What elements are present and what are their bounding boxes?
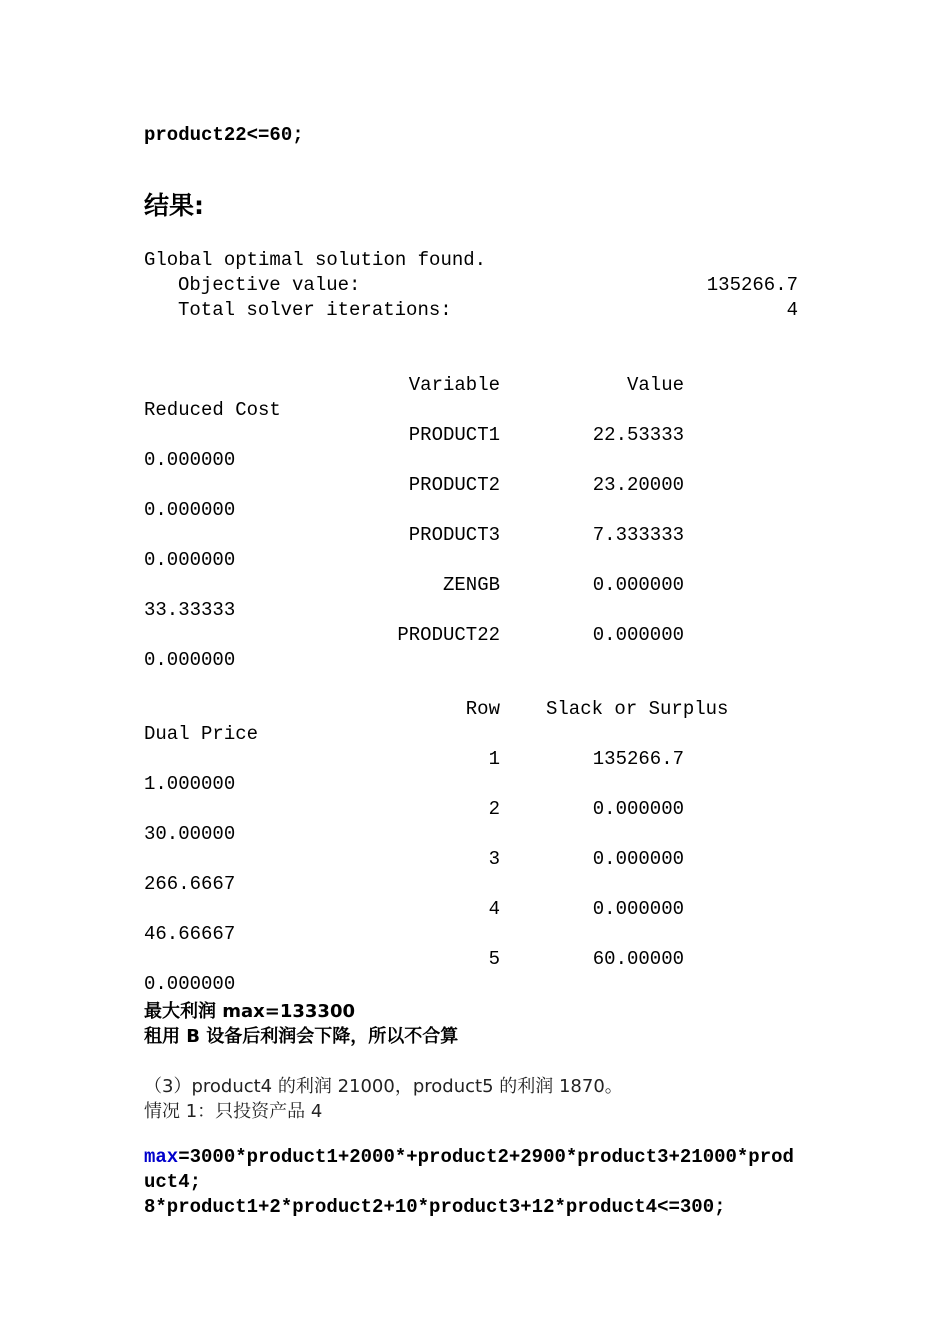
variable-reduced-cost: 0.000000 (144, 649, 236, 671)
variable-name: ZENGB (442, 574, 500, 596)
row-number: 3 (488, 848, 500, 870)
variable-reduced-cost: 0.000000 (144, 499, 236, 521)
variable-value: 23.20000 (592, 474, 684, 496)
objective-function-line (144, 1146, 794, 1168)
objective-expression: =3000*product1+2000*+product2+2900*product3+21000*prod (178, 1146, 794, 1168)
variable-name: PRODUCT3 (408, 524, 500, 546)
slack-header: Slack or Surplus (546, 698, 729, 720)
row-slack: 135266.7 (592, 748, 684, 770)
part3-intro: （3）product4 的利润 21000，product5 的利润 1870。 (144, 1076, 623, 1097)
variable-name: PRODUCT1 (408, 424, 500, 446)
row-dual-price: 0.000000 (144, 973, 236, 995)
constraint-line: 8*product1+2*product2+10*product3+12*product4<=300; (144, 1196, 726, 1218)
row-slack: 60.00000 (592, 948, 684, 970)
variable-reduced-cost: 0.000000 (144, 549, 236, 571)
max-keyword: max (144, 1146, 179, 1168)
objective-value: 135266.7 (706, 274, 798, 296)
row-number: 2 (488, 798, 500, 820)
conclusion-note: 租用 B 设备后利润会下降，所以不合算 (144, 1026, 459, 1047)
row-dual-price: 266.6667 (144, 873, 236, 895)
variable-value: 0.000000 (592, 624, 684, 646)
variable-header: Variable (408, 374, 500, 396)
result-heading: 结果: (144, 191, 204, 220)
iterations-label: Total solver iterations: (178, 299, 452, 321)
variable-value: 22.53333 (592, 424, 684, 446)
row-slack: 0.000000 (592, 898, 684, 920)
row-number: 4 (488, 898, 500, 920)
row-number: 1 (488, 748, 500, 770)
dual-price-header: Dual Price (144, 723, 259, 745)
row-number: 5 (488, 948, 500, 970)
objective-function-continuation: uct4; (144, 1171, 202, 1193)
reduced-cost-header: Reduced Cost (144, 399, 281, 421)
variable-value: 7.333333 (592, 524, 684, 546)
case1-text: 情况 1：只投资产品 4 (144, 1101, 323, 1122)
variable-reduced-cost: 33.33333 (144, 599, 236, 621)
solver-status: Global optimal solution found. (144, 249, 487, 271)
variable-value: 0.000000 (592, 574, 684, 596)
variable-name: PRODUCT22 (397, 624, 500, 646)
row-slack: 0.000000 (592, 798, 684, 820)
row-header: Row (465, 698, 500, 720)
variable-reduced-cost: 0.000000 (144, 449, 236, 471)
value-header: Value (626, 374, 684, 396)
row-slack: 0.000000 (592, 848, 684, 870)
variable-name: PRODUCT2 (408, 474, 500, 496)
max-profit-text: 最大利润 max=133300 (144, 1001, 356, 1022)
objective-label: Objective value: (178, 274, 361, 296)
code-constraint-line: product22<=60; (144, 124, 304, 146)
row-dual-price: 46.66667 (144, 923, 236, 945)
row-dual-price: 1.000000 (144, 773, 236, 795)
row-dual-price: 30.00000 (144, 823, 236, 845)
iterations-value: 4 (786, 299, 798, 321)
